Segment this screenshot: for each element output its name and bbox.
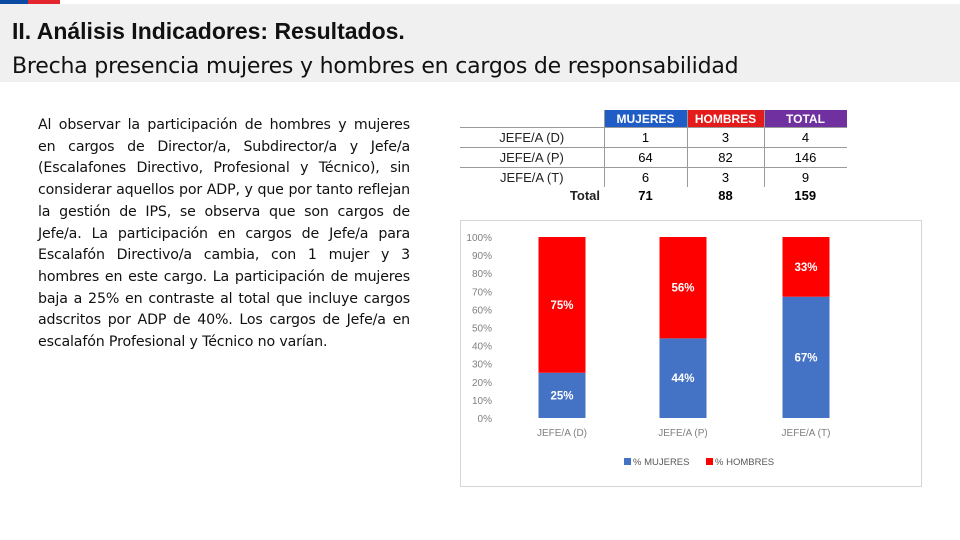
- data-label: 67%: [794, 352, 818, 365]
- summary-total-hombres: 88: [718, 187, 733, 203]
- chart-canvas: [461, 221, 921, 486]
- summary-header-hombres: HOMBRES: [687, 110, 764, 128]
- summary-row-label: JEFE/A (P): [460, 148, 604, 168]
- y-tick-label: 50%: [471, 323, 492, 335]
- summary-header-mujeres: MUJERES: [604, 110, 687, 128]
- summary-row-label: JEFE/A (D): [460, 128, 604, 148]
- body-paragraph: Al observar la participación de hombres y mujeres en cargos de Director/a, Subdirector/a y Jefe/a (Escalafones Directivo, Profesional y Técnico), sin considerar aquellos por ADP, y que por tanto reflejan la gestión de IPS, se observa que son cargos de Jefe/a. La participación en cargos de Jefe/a para Escalafón Directivo/a cambia, con 1 mujer y 3 hombres en este cargo. La participación de mujeres baja a 25% en contraste al total que incluye cargos adscritos por ADP de 40%. Los cargos de Jefe/a en escalafón Profesional y Técnico no varían.: [38, 117, 410, 351]
- x-tick-label: JEFE/A (T): [781, 428, 831, 439]
- y-tick-label: 100%: [466, 233, 492, 244]
- legend-label: % MUJERES: [633, 457, 690, 468]
- summary-header-row: [460, 110, 847, 128]
- y-tick-label: 40%: [471, 341, 492, 353]
- slide-subtitle: Brecha presencia mujeres y hombres en cargos de responsabilidad: [12, 54, 739, 79]
- data-label: 75%: [550, 299, 574, 312]
- x-tick-label: JEFE/A (P): [658, 428, 708, 439]
- summary-total-total: 159: [794, 187, 817, 203]
- summary-row: [460, 148, 847, 168]
- summary-row-label: JEFE/A (T): [460, 168, 604, 188]
- summary-row: [460, 128, 847, 148]
- slide-title: II. Análisis Indicadores: Resultados.: [12, 18, 405, 44]
- summary-total-mujeres: 71: [638, 187, 653, 203]
- y-tick-label: 90%: [471, 251, 492, 263]
- y-tick-label: 60%: [471, 305, 492, 317]
- y-tick-label: 20%: [471, 377, 492, 389]
- summary-cell-mujeres: 64: [604, 148, 687, 168]
- summary-table: [460, 110, 847, 203]
- data-label: 33%: [794, 261, 818, 274]
- summary-row: [460, 168, 847, 188]
- slide-header: [0, 4, 960, 82]
- summary-cell-hombres: 82: [687, 148, 764, 168]
- summary-cell-mujeres: 1: [604, 128, 687, 148]
- data-label: 44%: [671, 373, 695, 386]
- stacked-bar-chart: [460, 220, 922, 487]
- summary-cell-hombres: 3: [687, 128, 764, 148]
- summary-total-label: Total: [569, 187, 600, 203]
- legend-label: % HOMBRES: [715, 457, 775, 468]
- y-tick-label: 0%: [477, 414, 492, 425]
- y-tick-label: 10%: [471, 395, 492, 407]
- summary-total-row: [460, 187, 847, 203]
- x-tick-label: JEFE/A (D): [536, 428, 588, 439]
- y-tick-label: 80%: [471, 269, 492, 281]
- summary-cell-hombres: 3: [687, 168, 764, 188]
- summary-header-total: TOTAL: [764, 110, 847, 128]
- summary-cell-mujeres: 6: [604, 168, 687, 188]
- data-label: 56%: [671, 282, 695, 295]
- summary-cell-total: 4: [764, 128, 847, 148]
- y-tick-label: 70%: [471, 287, 492, 299]
- y-tick-label: 30%: [471, 359, 492, 371]
- legend-swatch: [706, 458, 713, 465]
- data-label: 25%: [550, 390, 574, 403]
- summary-cell-total: 9: [764, 168, 847, 188]
- summary-header-blank: [460, 110, 604, 128]
- summary-cell-total: 146: [764, 148, 847, 168]
- legend-swatch: [624, 458, 631, 465]
